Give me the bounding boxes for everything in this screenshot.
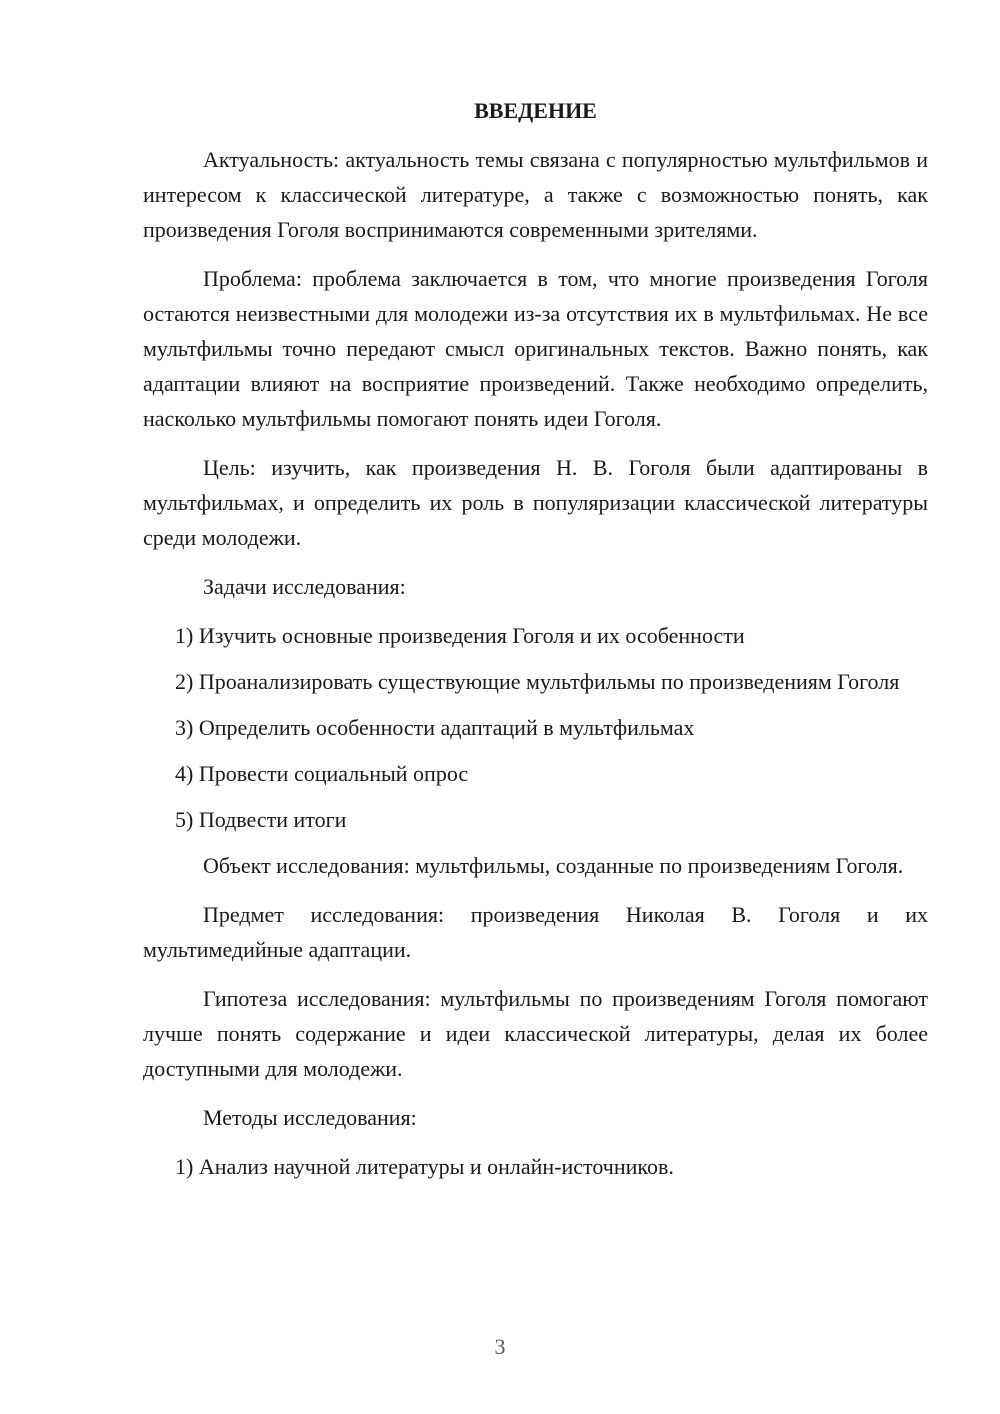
task-item-4: 4) Провести социальный опрос — [175, 761, 469, 786]
relevance-paragraph: Актуальность: актуальность темы связана с популярностью мультфильмов и интересом к классической литературе, а также с возможностью понять, как произведения Гоголя воспринимаются современными зрителями. — [143, 147, 928, 242]
method-item-1: 1) Анализ научной литературы и онлайн-источников. — [175, 1154, 674, 1179]
problem-paragraph: Проблема: проблема заключается в том, что многие произведения Гоголя остаются неизвестными для молодежи из-за отсутствия их в мультфильмах. Не все мультфильмы точно передают смысл оригинальных текстов. Важно понять, как адаптации влияют на восприятие произведений. Также необходимо определить, насколько мультфильмы помогают понять идеи Гоголя. — [143, 266, 928, 431]
task-item-5: 5) Подвести итоги — [175, 807, 347, 832]
page-content — [143, 94, 928, 1195]
tasks-heading: Задачи исследования: — [203, 574, 406, 599]
object-paragraph: Объект исследования: мультфильмы, созданные по произведениям Гоголя. — [203, 853, 904, 878]
section-title: ВВЕДЕНИЕ — [474, 98, 597, 123]
subject-paragraph: Предмет исследования: произведения Николая В. Гоголя и их мультимедийные адаптации. — [143, 902, 928, 962]
task-item-3: 3) Определить особенности адаптаций в мультфильмах — [175, 715, 695, 740]
task-item-2: 2) Проанализировать существующие мультфильмы по произведениям Гоголя — [175, 669, 900, 694]
task-item-1: 1) Изучить основные произведения Гоголя и их особенности — [175, 623, 745, 648]
methods-heading: Методы исследования: — [203, 1105, 417, 1130]
hypothesis-paragraph: Гипотеза исследования: мультфильмы по произведениям Гоголя помогают лучше понять содержание и идеи классической литературы, делая их более доступными для молодежи. — [143, 986, 928, 1081]
goal-paragraph: Цель: изучить, как произведения Н. В. Гоголя были адаптированы в мультфильмах, и определить их роль в популяризации классической литературы среди молодежи. — [143, 455, 928, 550]
page-number: 3 — [494, 1334, 506, 1359]
